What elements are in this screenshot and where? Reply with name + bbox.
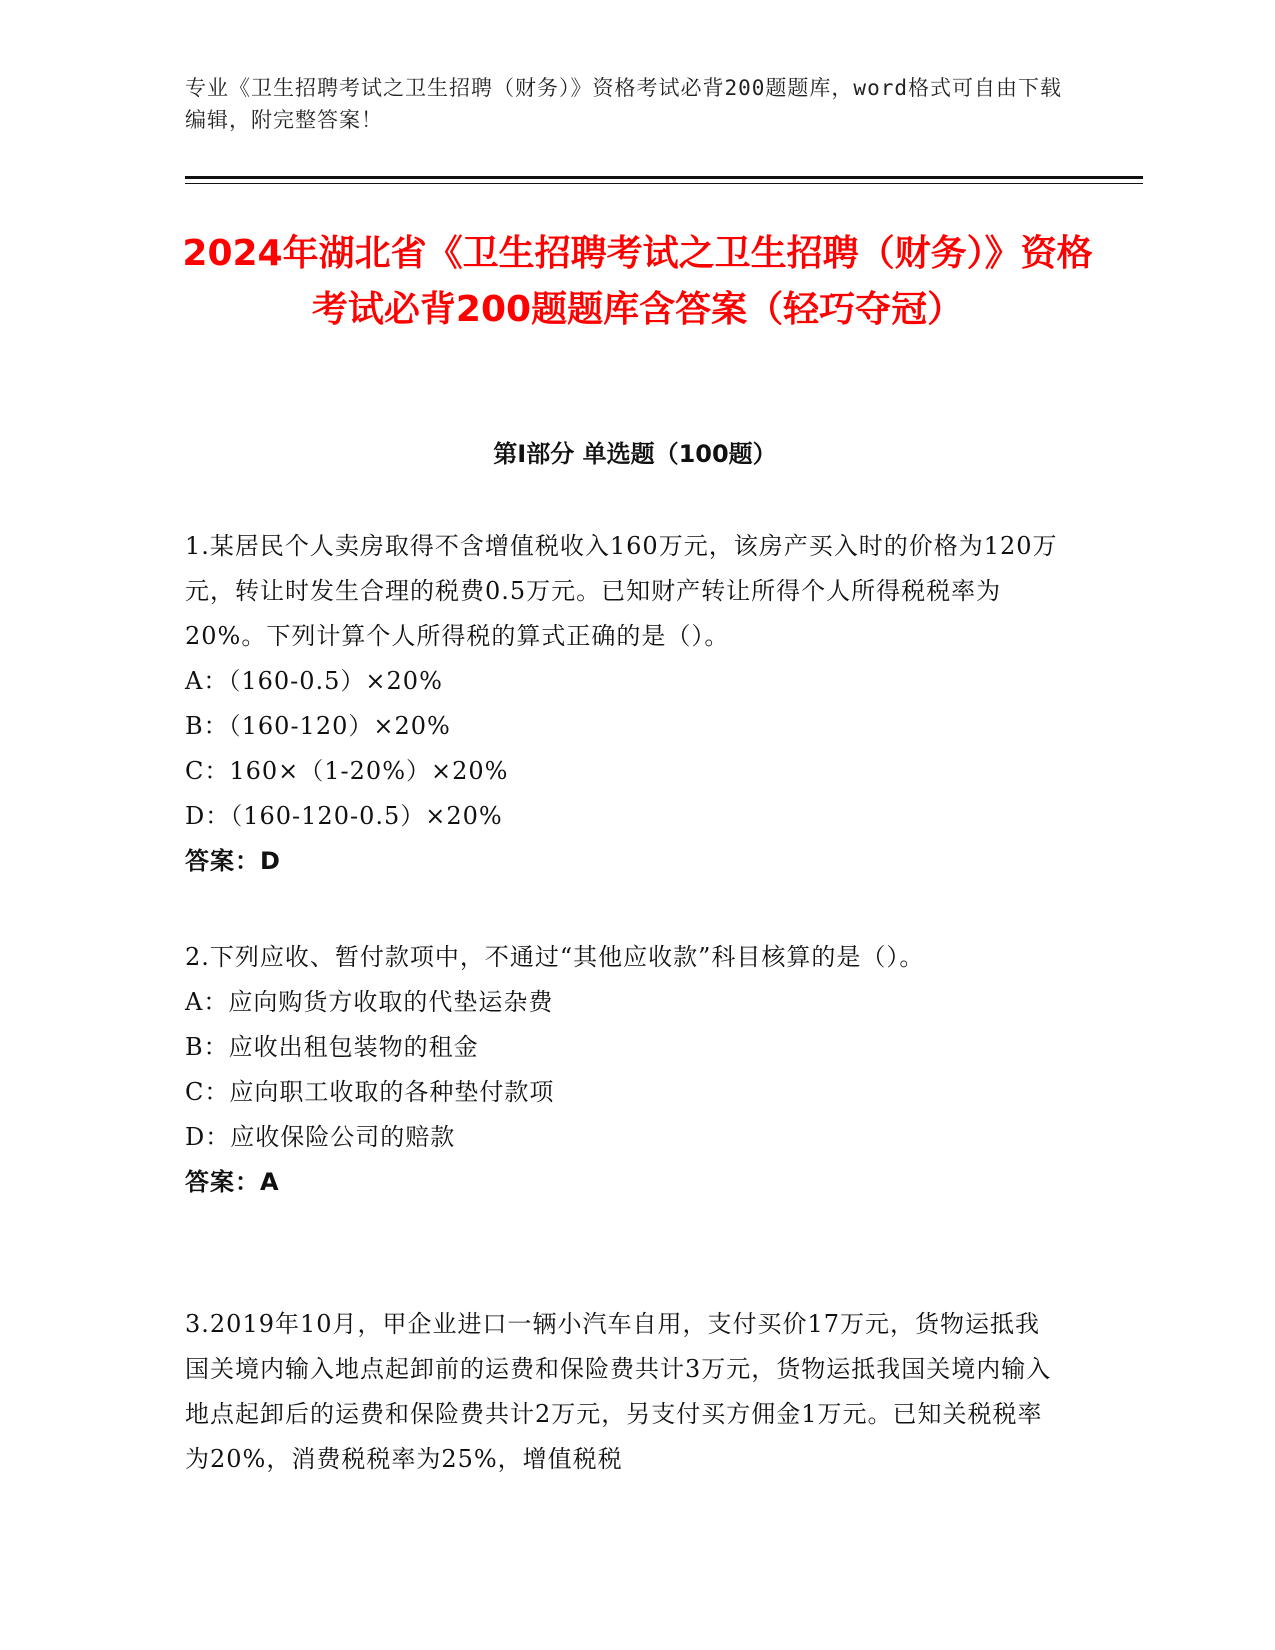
document-title: 2024年湖北省《卫生招聘考试之卫生招聘（财务）》资格考试必背200题题库含答案（轻巧夺冠） — [182, 233, 1093, 330]
section-title: 第I部分 单选题（100题） — [493, 440, 777, 468]
question-stem: 1.某居民个人卖房取得不含增值税收入160万元，该房产买入时的价格为120万元，转让时发生合理的税费0.5万元。已知财产转让所得个人所得税税率为20%。下列计算个人所得税的算式正确的是（）。 — [185, 532, 1058, 650]
header-note: 专业《卫生招聘考试之卫生招聘（财务）》资格考试必背200题题库，word格式可自由下载编辑，附完整答案！ — [185, 76, 1062, 132]
option-d: D：应收保险公司的赔款 — [185, 1123, 456, 1151]
option-c: C：160×（1-20%）×20% — [185, 757, 509, 785]
option-a: A：（160-0.5）×20% — [185, 667, 443, 695]
option-b: B：应收出租包装物的租金 — [185, 1033, 479, 1061]
question-stem: 2.下列应收、暂付款项中，不通过“其他应收款”科目核算的是（）。 — [185, 943, 925, 971]
header-divider-thin — [185, 183, 1143, 184]
answer-line: 答案：D — [185, 847, 281, 875]
option-d: D：（160-120-0.5）×20% — [185, 802, 503, 830]
option-a: A：应向购货方收取的代垫运杂费 — [185, 988, 554, 1016]
option-c: C：应向职工收取的各种垫付款项 — [185, 1078, 555, 1106]
question-3 — [185, 1302, 1065, 1482]
header-divider — [185, 176, 1143, 179]
answer-line: 答案：A — [185, 1168, 280, 1196]
question-1 — [185, 524, 1065, 884]
option-b: B：（160-120）×20% — [185, 712, 451, 740]
question-2 — [185, 935, 1065, 1205]
question-stem: 3.2019年10月，甲企业进口一辆小汽车自用，支付买价17万元，货物运抵我国关境内输入地点起卸前的运费和保险费共计3万元，货物运抵我国关境内输入地点起卸后的运费和保险费共计2万元，另支付买方佣金1万元。已知关税税率为20%，消费税税率为25%，增值税税 — [185, 1310, 1052, 1473]
